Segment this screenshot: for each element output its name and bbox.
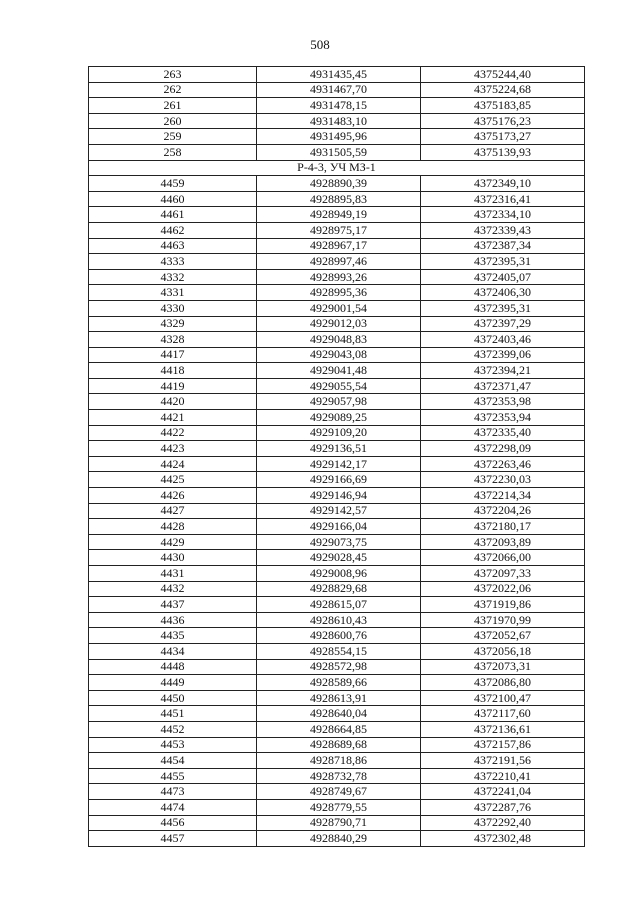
x-coordinate-cell: 4928829,68: [257, 581, 421, 597]
table-row: [89, 378, 585, 394]
table-row: [89, 332, 585, 348]
point-number-cell: 4474: [89, 799, 257, 815]
point-number-cell: 263: [89, 67, 257, 83]
x-coordinate-cell: 4931505,59: [257, 144, 421, 160]
y-coordinate-cell: 4371970,99: [421, 612, 585, 628]
point-number-cell: 4425: [89, 472, 257, 488]
x-coordinate-cell: 4928613,91: [257, 690, 421, 706]
point-number-cell: 4453: [89, 737, 257, 753]
y-coordinate-cell: 4372334,10: [421, 207, 585, 223]
x-coordinate-cell: 4931495,96: [257, 129, 421, 145]
point-number-cell: 4435: [89, 628, 257, 644]
y-coordinate-cell: 4375244,40: [421, 67, 585, 83]
table-row: [89, 566, 585, 582]
point-number-cell: 4422: [89, 425, 257, 441]
point-number-cell: 4420: [89, 394, 257, 410]
table-row: [89, 659, 585, 675]
x-coordinate-cell: 4929166,69: [257, 472, 421, 488]
point-number-cell: 4418: [89, 363, 257, 379]
y-coordinate-cell: 4372335,40: [421, 425, 585, 441]
y-coordinate-cell: 4372100,47: [421, 690, 585, 706]
table-row: [89, 82, 585, 98]
x-coordinate-cell: 4928615,07: [257, 597, 421, 613]
x-coordinate-cell: 4929008,96: [257, 566, 421, 582]
y-coordinate-cell: 4372316,41: [421, 191, 585, 207]
y-coordinate-cell: 4372056,18: [421, 643, 585, 659]
table-row: [89, 784, 585, 800]
table-row: [89, 207, 585, 223]
point-number-cell: 4436: [89, 612, 257, 628]
y-coordinate-cell: 4372086,80: [421, 675, 585, 691]
x-coordinate-cell: 4931483,10: [257, 113, 421, 129]
x-coordinate-cell: 4928554,15: [257, 643, 421, 659]
point-number-cell: 4419: [89, 378, 257, 394]
y-coordinate-cell: 4372399,06: [421, 347, 585, 363]
point-number-cell: 4437: [89, 597, 257, 613]
table-row: [89, 254, 585, 270]
x-coordinate-cell: 4928997,46: [257, 254, 421, 270]
point-number-cell: 4333: [89, 254, 257, 270]
x-coordinate-cell: 4928572,98: [257, 659, 421, 675]
page-number: 508: [310, 37, 330, 52]
y-coordinate-cell: 4372263,46: [421, 456, 585, 472]
y-coordinate-cell: 4372191,56: [421, 753, 585, 769]
table-row: [89, 488, 585, 504]
table-row: [89, 612, 585, 628]
table-row: [89, 441, 585, 457]
y-coordinate-cell: 4372395,31: [421, 254, 585, 270]
x-coordinate-cell: 4931478,15: [257, 98, 421, 114]
point-number-cell: 4456: [89, 815, 257, 831]
table-row: [89, 628, 585, 644]
table-row: [89, 675, 585, 691]
x-coordinate-cell: 4928610,43: [257, 612, 421, 628]
x-coordinate-cell: 4928967,17: [257, 238, 421, 254]
point-number-cell: 4423: [89, 441, 257, 457]
x-coordinate-cell: 4928779,55: [257, 799, 421, 815]
y-coordinate-cell: 4372073,31: [421, 659, 585, 675]
table-row: [89, 144, 585, 160]
section-header: Р-4-3, УЧ МЗ-1: [89, 160, 585, 176]
y-coordinate-cell: 4372298,09: [421, 441, 585, 457]
x-coordinate-cell: 4928689,68: [257, 737, 421, 753]
table-row: [89, 550, 585, 566]
x-coordinate-cell: 4929057,98: [257, 394, 421, 410]
y-coordinate-cell: 4372302,48: [421, 831, 585, 847]
point-number-cell: 4432: [89, 581, 257, 597]
point-number-cell: 4461: [89, 207, 257, 223]
point-number-cell: 4449: [89, 675, 257, 691]
y-coordinate-cell: 4372052,67: [421, 628, 585, 644]
table-row: [89, 706, 585, 722]
x-coordinate-cell: 4928664,85: [257, 721, 421, 737]
x-coordinate-cell: 4928993,26: [257, 269, 421, 285]
y-coordinate-cell: 4375176,23: [421, 113, 585, 129]
y-coordinate-cell: 4372339,43: [421, 222, 585, 238]
point-number-cell: 4332: [89, 269, 257, 285]
table-row: [89, 176, 585, 192]
table-row: [89, 815, 585, 831]
y-coordinate-cell: 4375224,68: [421, 82, 585, 98]
x-coordinate-cell: 4928895,83: [257, 191, 421, 207]
x-coordinate-cell: 4929109,20: [257, 425, 421, 441]
table-row: [89, 285, 585, 301]
point-number-cell: 4454: [89, 753, 257, 769]
y-coordinate-cell: 4372353,94: [421, 410, 585, 426]
y-coordinate-cell: 4372066,00: [421, 550, 585, 566]
x-coordinate-cell: 4929028,45: [257, 550, 421, 566]
y-coordinate-cell: 4372405,07: [421, 269, 585, 285]
table-row: [89, 67, 585, 83]
point-number-cell: 4330: [89, 300, 257, 316]
point-number-cell: 4427: [89, 503, 257, 519]
x-coordinate-cell: 4928718,86: [257, 753, 421, 769]
y-coordinate-cell: 4372397,29: [421, 316, 585, 332]
table-row: [89, 222, 585, 238]
y-coordinate-cell: 4372230,03: [421, 472, 585, 488]
y-coordinate-cell: 4372394,21: [421, 363, 585, 379]
y-coordinate-cell: 4372349,10: [421, 176, 585, 192]
x-coordinate-cell: 4929089,25: [257, 410, 421, 426]
table-row: [89, 690, 585, 706]
y-coordinate-cell: 4372093,89: [421, 534, 585, 550]
point-number-cell: 4455: [89, 768, 257, 784]
table-row: [89, 737, 585, 753]
x-coordinate-cell: 4929142,57: [257, 503, 421, 519]
x-coordinate-cell: 4928975,17: [257, 222, 421, 238]
y-coordinate-cell: 4372403,46: [421, 332, 585, 348]
coordinates-table: [88, 66, 585, 847]
x-coordinate-cell: 4928890,39: [257, 176, 421, 192]
table-row: [89, 597, 585, 613]
point-number-cell: 260: [89, 113, 257, 129]
y-coordinate-cell: 4375183,85: [421, 98, 585, 114]
point-number-cell: 4421: [89, 410, 257, 426]
x-coordinate-cell: 4929073,75: [257, 534, 421, 550]
point-number-cell: 4328: [89, 332, 257, 348]
table-row: [89, 503, 585, 519]
y-coordinate-cell: 4372117,60: [421, 706, 585, 722]
point-number-cell: 4430: [89, 550, 257, 566]
table-row: [89, 347, 585, 363]
point-number-cell: 4473: [89, 784, 257, 800]
table-row: [89, 519, 585, 535]
point-number-cell: 4331: [89, 285, 257, 301]
x-coordinate-cell: 4928732,78: [257, 768, 421, 784]
point-number-cell: 4448: [89, 659, 257, 675]
y-coordinate-cell: 4372387,34: [421, 238, 585, 254]
y-coordinate-cell: 4372180,17: [421, 519, 585, 535]
x-coordinate-cell: 4928600,76: [257, 628, 421, 644]
table-row: [89, 534, 585, 550]
coordinates-table-body: [89, 67, 585, 847]
y-coordinate-cell: 4372353,98: [421, 394, 585, 410]
table-row: [89, 113, 585, 129]
x-coordinate-cell: 4929146,94: [257, 488, 421, 504]
y-coordinate-cell: 4372097,33: [421, 566, 585, 582]
section-header-row: [89, 160, 585, 176]
table-row: [89, 98, 585, 114]
x-coordinate-cell: 4928995,36: [257, 285, 421, 301]
table-row: [89, 456, 585, 472]
point-number-cell: 4426: [89, 488, 257, 504]
table-row: [89, 799, 585, 815]
y-coordinate-cell: 4372292,40: [421, 815, 585, 831]
point-number-cell: 4459: [89, 176, 257, 192]
x-coordinate-cell: 4929043,08: [257, 347, 421, 363]
x-coordinate-cell: 4931435,45: [257, 67, 421, 83]
table-row: [89, 316, 585, 332]
point-number-cell: 261: [89, 98, 257, 114]
y-coordinate-cell: 4372210,41: [421, 768, 585, 784]
table-row: [89, 191, 585, 207]
x-coordinate-cell: 4928790,71: [257, 815, 421, 831]
x-coordinate-cell: 4928640,04: [257, 706, 421, 722]
table-row: [89, 721, 585, 737]
table-row: [89, 129, 585, 145]
point-number-cell: 4450: [89, 690, 257, 706]
table-row: [89, 831, 585, 847]
x-coordinate-cell: 4928589,66: [257, 675, 421, 691]
x-coordinate-cell: 4929142,17: [257, 456, 421, 472]
point-number-cell: 4462: [89, 222, 257, 238]
y-coordinate-cell: 4372214,34: [421, 488, 585, 504]
y-coordinate-cell: 4372287,76: [421, 799, 585, 815]
y-coordinate-cell: 4372241,04: [421, 784, 585, 800]
point-number-cell: 4424: [89, 456, 257, 472]
point-number-cell: 4460: [89, 191, 257, 207]
x-coordinate-cell: 4931467,70: [257, 82, 421, 98]
table-row: [89, 269, 585, 285]
x-coordinate-cell: 4929166,04: [257, 519, 421, 535]
point-number-cell: 4451: [89, 706, 257, 722]
point-number-cell: 4429: [89, 534, 257, 550]
table-row: [89, 238, 585, 254]
x-coordinate-cell: 4929048,83: [257, 332, 421, 348]
point-number-cell: 4417: [89, 347, 257, 363]
point-number-cell: 262: [89, 82, 257, 98]
point-number-cell: 258: [89, 144, 257, 160]
x-coordinate-cell: 4929012,03: [257, 316, 421, 332]
table-row: [89, 410, 585, 426]
x-coordinate-cell: 4928749,67: [257, 784, 421, 800]
table-row: [89, 425, 585, 441]
x-coordinate-cell: 4928949,19: [257, 207, 421, 223]
y-coordinate-cell: 4372406,30: [421, 285, 585, 301]
x-coordinate-cell: 4928840,29: [257, 831, 421, 847]
point-number-cell: 4457: [89, 831, 257, 847]
point-number-cell: 259: [89, 129, 257, 145]
y-coordinate-cell: 4371919,86: [421, 597, 585, 613]
point-number-cell: 4452: [89, 721, 257, 737]
y-coordinate-cell: 4375173,27: [421, 129, 585, 145]
y-coordinate-cell: 4372136,61: [421, 721, 585, 737]
y-coordinate-cell: 4375139,93: [421, 144, 585, 160]
y-coordinate-cell: 4372022,06: [421, 581, 585, 597]
x-coordinate-cell: 4929136,51: [257, 441, 421, 457]
point-number-cell: 4431: [89, 566, 257, 582]
point-number-cell: 4434: [89, 643, 257, 659]
table-row: [89, 643, 585, 659]
y-coordinate-cell: 4372204,26: [421, 503, 585, 519]
table-row: [89, 363, 585, 379]
table-row: [89, 768, 585, 784]
x-coordinate-cell: 4929001,54: [257, 300, 421, 316]
point-number-cell: 4428: [89, 519, 257, 535]
point-number-cell: 4329: [89, 316, 257, 332]
x-coordinate-cell: 4929041,48: [257, 363, 421, 379]
y-coordinate-cell: 4372371,47: [421, 378, 585, 394]
x-coordinate-cell: 4929055,54: [257, 378, 421, 394]
y-coordinate-cell: 4372157,86: [421, 737, 585, 753]
table-row: [89, 472, 585, 488]
table-row: [89, 581, 585, 597]
table-row: [89, 753, 585, 769]
point-number-cell: 4463: [89, 238, 257, 254]
y-coordinate-cell: 4372395,31: [421, 300, 585, 316]
table-row: [89, 300, 585, 316]
table-row: [89, 394, 585, 410]
